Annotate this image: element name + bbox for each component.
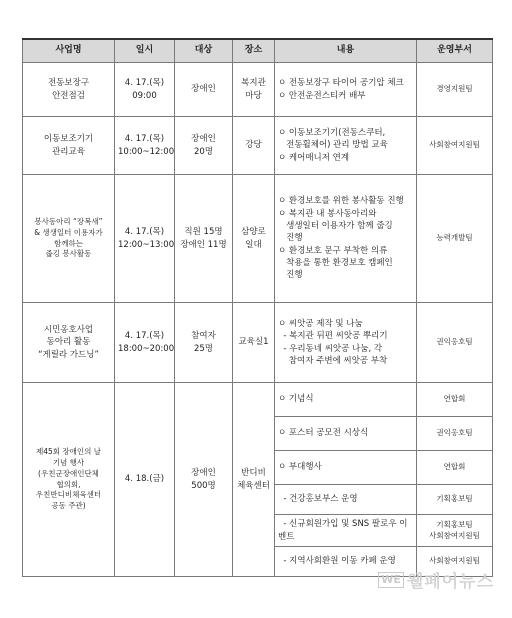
watermark-text: 웰페어뉴스 [406, 572, 494, 592]
place: 교육실1 [233, 303, 275, 383]
table-row [23, 117, 493, 175]
datetime: 4. 17.(목) 09:00 [115, 63, 175, 117]
datetime: 4. 17.(목) 12:00~13:00 [115, 175, 175, 303]
program-name: 전동보장구 안전점검 [23, 63, 115, 117]
table-row [23, 63, 493, 117]
header-program: 사업명 [23, 39, 115, 63]
header-dept: 운영부서 [417, 39, 493, 63]
datetime: 4. 17.(목) 10:00~12:00 [115, 117, 175, 175]
table-header-row [23, 39, 493, 63]
dept: 연합회 [417, 451, 493, 485]
content: ㅇ 기념식 [275, 383, 417, 417]
table-row [23, 303, 493, 383]
program-name: 이동보조기기 관리교육 [23, 117, 115, 175]
program-name: 봉사동아리 “장복새” & 생생일터 이용자가 함께하는 줍깅 봉사활동 [23, 175, 115, 303]
place: 강당 [233, 117, 275, 175]
program-name: 제45회 장애인의 날 기념 행사 (우친군장애인단체 협의회, 우친반디비체육센터 공동 주관) [23, 383, 115, 577]
dept: 경영지원팀 [417, 63, 493, 117]
dept: 기획홍보팀 사회참여지원팀 [417, 515, 493, 547]
dept: 권익옹호팀 [417, 303, 493, 383]
watermark [378, 567, 494, 592]
content: ㅇ 전동보장구 타이어 공기압 체크 ㅇ 안전운전스티커 배부 [275, 63, 417, 117]
dept: 사회참여지원팀 [417, 547, 493, 577]
table-row [23, 175, 493, 303]
place: 삼양로 일대 [233, 175, 275, 303]
content: - 건강홍보부스 운영 [275, 485, 417, 515]
target: 참여자 25명 [175, 303, 233, 383]
place: 복지관 마당 [233, 63, 275, 117]
program-name: 시민옹호사업 동아리 활동 “게릴라 가드닝” [23, 303, 115, 383]
content: - 지역사회환원 이동 카페 운영 [275, 547, 417, 577]
dept: 기획홍보팀 [417, 485, 493, 515]
datetime: 4. 17.(목) 18:00~20:00 [115, 303, 175, 383]
target: 장애인 20명 [175, 117, 233, 175]
target: 장애인 [175, 63, 233, 117]
content: - 신규회원가입 및 SNS 팔로우 이벤트 [275, 515, 417, 547]
datetime: 4. 18.(금) [115, 383, 175, 577]
header-content: 내용 [275, 39, 417, 63]
content: ㅇ 포스터 공모전 시상식 [275, 417, 417, 451]
target: 직원 15명 장애인 11명 [175, 175, 233, 303]
target: 장애인 500명 [175, 383, 233, 577]
content: ㅇ 이동보조기기(전동스쿠터, 전동휠체어) 관리 방법 교육 ㅇ 케어매니저 연계 [275, 117, 417, 175]
watermark-logo: WE [378, 572, 404, 588]
dept: 능력개발팀 [417, 175, 493, 303]
table-row [23, 383, 493, 417]
header-datetime: 일시 [115, 39, 175, 63]
dept: 사회참여지원팀 [417, 117, 493, 175]
content: ㅇ 환경보호를 위한 봉사활동 진행 ㅇ 복지관 내 봉사동아리와 생생일터 이용자가 함께 줍깅 진행 ㅇ 환경보호 문구 부착한 의류 착용을 통한 환경보호 캠페인 진행 [275, 175, 417, 303]
content: ㅇ 부대행사 [275, 451, 417, 485]
header-place: 장소 [233, 39, 275, 63]
header-target: 대상 [175, 39, 233, 63]
dept: 연합회 [417, 383, 493, 417]
place: 반디비 체육센터 [233, 383, 275, 577]
content: ㅇ 씨앗공 제작 및 나눔 - 복지관 뒤편 씨앗공 뿌리기 - 우리동네 씨앗공 나눔, 각 참여자 주변에 씨앗공 부착 [275, 303, 417, 383]
schedule-table [22, 38, 493, 577]
dept: 권익옹호팀 [417, 417, 493, 451]
